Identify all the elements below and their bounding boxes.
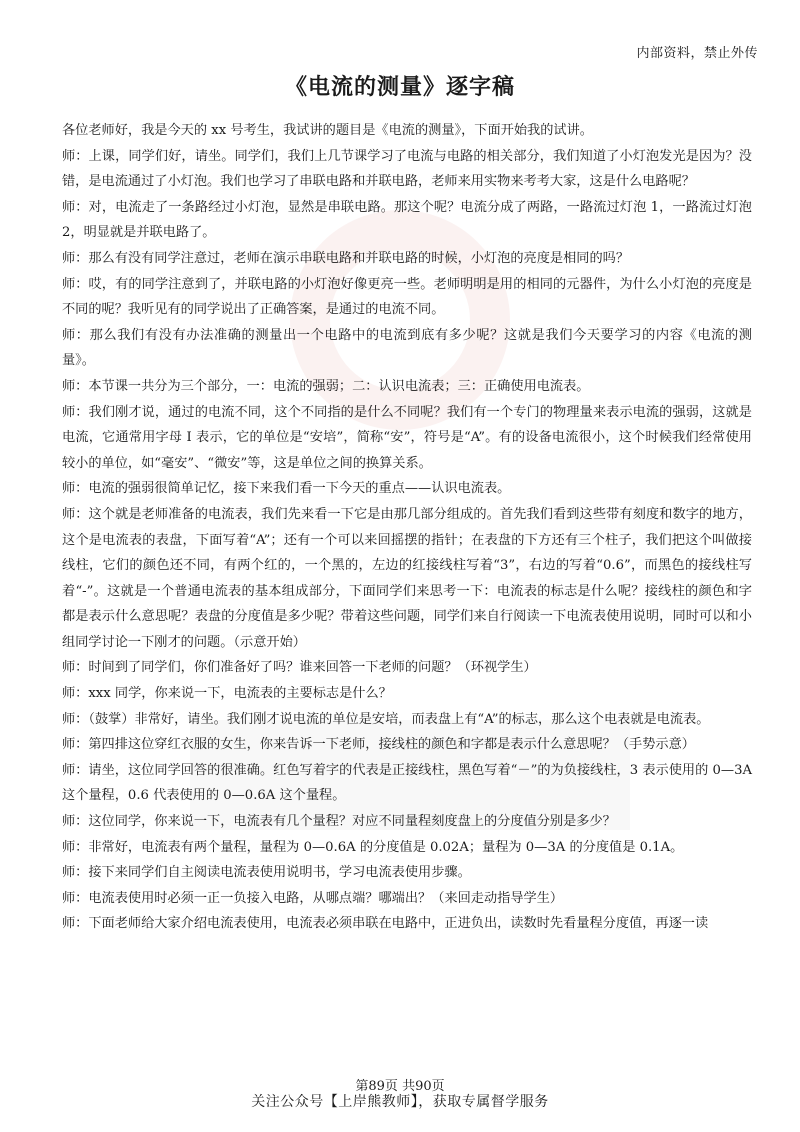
paragraph: 师：电流的强弱很简单记忆，接下来我们看一下今天的重点——认识电流表。 xyxy=(62,481,511,497)
paragraph: 师：我们刚才说，通过的电流不同，这个不同指的是什么不同呢？我们有一个专门的物理量来表示电流的强弱，这就是电流，它通常用字母 I 表示，它的单位是“安培”，简称“安”，符号是“A”。有的设备电流很小，这个时候我们经常使用较小的单位，如“毫安”、“微安”等，这是单位之间的换算关系。 xyxy=(62,404,752,471)
paragraph: 师：那么我们有没有办法准确的测量出一个电路中的电流到底有多少呢？这就是我们今天要学习的内容《电流的测量》。 xyxy=(62,327,752,369)
paragraph: 师：第四排这位穿红衣服的女生，你来告诉一下老师，接线柱的颜色和字都是表示什么意思呢？（手势示意） xyxy=(62,737,695,753)
paragraph: 师：哎，有的同学注意到了，并联电路的小灯泡好像更亮一些。老师明明是用的相同的元器件，为什么小灯泡的亮度是不同的呢？我听见有的同学说出了正确答案，是通过的电流不同。 xyxy=(62,276,752,318)
paragraph: 师：本节课一共分为三个部分，一：电流的强弱；二：认识电流表；三：正确使用电流表。 xyxy=(62,378,590,394)
paragraph: 师：这位同学，你来说一下，电流表有几个量程？对应不同量程刻度盘上的分度值分别是多少？ xyxy=(62,814,616,830)
paragraph: 师：时间到了同学们，你们准备好了吗？谁来回答一下老师的问题？（环视学生） xyxy=(62,660,537,676)
paragraph: 师：那么有没有同学注意过，老师在演示串联电路和并联电路的时候，小灯泡的亮度是相同的吗？ xyxy=(62,250,630,266)
paragraph: 师：xxx 同学，你来说一下，电流表的主要标志是什么？ xyxy=(62,686,392,702)
confidential-note: 内部资料，禁止外传 xyxy=(636,46,758,61)
promo-text: 关注公众号【上岸熊教师】，获取专属督学服务 xyxy=(251,1094,549,1110)
document-title: 《电流的测量》逐字稿 xyxy=(284,74,515,100)
page-number: 第89页 共90页 xyxy=(355,1079,445,1094)
paragraph: 师：对，电流走了一条路经过小灯泡，显然是串联电路。那这个呢？电流分成了两路，一路流过灯泡 1，一路流过灯泡 2，明显就是并联电路了。 xyxy=(62,199,752,241)
paragraph: 师：上课，同学们好，请坐。同学们，我们上几节课学习了电流与电路的相关部分，我们知道了小灯泡发光是因为？没错，是电流通过了小灯泡。我们也学习了串联电路和并联电路，老师来用实物来考考大家，这是什么电路呢？ xyxy=(62,148,752,190)
paragraph: 师：电流表使用时必须一正一负接入电路，从哪点端？哪端出？（来回走动指导学生） xyxy=(62,890,564,906)
paragraph: 师：接下来同学们自主阅读电流表使用说明书，学习电流表使用步骤。 xyxy=(62,865,471,881)
document-body xyxy=(62,118,752,937)
paragraph: 师：这个就是老师准备的电流表，我们先来看一下它是由那几部分组成的。首先我们看到这些带有刻度和数字的地方，这个是电流表的表盘，下面写着“A”；还有一个可以来回摇摆的指针；在表盘的下方还有三个柱子，我们把这个叫做接线柱，它们的颜色还不同，有两个红的，一个黑的，左边的红接线柱写着“3”，右边的写着“0.6”，而黑色的接线柱写着“-”。这就是一个普通电流表的基本组成部分，下面同学们来思考一下：电流表的标志是什么呢？接线柱的颜色和字都是表示什么意思呢？表盘的分度值是多少呢？带着这些问题，同学们来自行阅读一下电流表使用说明，同时可以和小组同学讨论一下刚才的问题。（示意开始） xyxy=(62,506,752,650)
paragraph: 师：（鼓掌）非常好，请坐。我们刚才说电流的单位是安培，而表盘上有“A”的标志，那么这个电表就是电流表。 xyxy=(62,711,710,727)
paragraph: 师：下面老师给大家介绍电流表使用，电流表必须串联在电路中，正进负出，读数时先看量程分度值，再逐一读 xyxy=(62,916,709,932)
paragraph: 师：请坐，这位同学回答的很准确。红色写着字的代表是正接线柱，黑色写着“－”的为负接线柱，3 表示使用的 0—3A 这个量程，0.6 代表使用的 0—0.6A 这个量程。 xyxy=(62,762,752,804)
paragraph: 师：非常好，电流表有两个量程，量程为 0—0.6A 的分度值是 0.02A；量程为 0—3A 的分度值是 0.1A。 xyxy=(62,839,684,855)
paragraph: 各位老师好，我是今天的 xx 号考生，我试讲的题目是《电流的测量》，下面开始我的试讲。 xyxy=(62,123,593,138)
